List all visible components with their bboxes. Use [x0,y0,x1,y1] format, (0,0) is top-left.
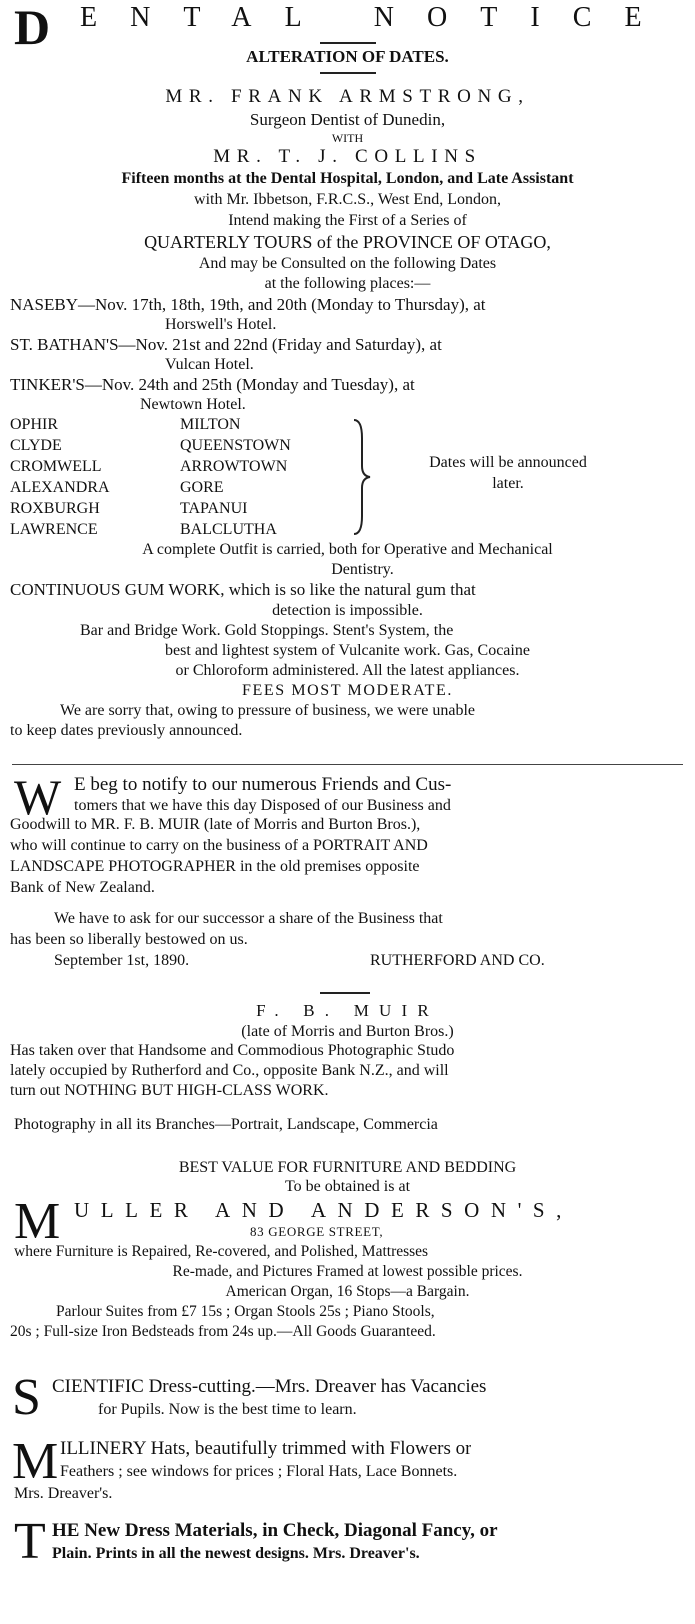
towns-note [378,452,638,494]
dreaver2-drop-letter: M [12,1433,59,1490]
dentist-name-1: MR. FRANK ARMSTRONG, [165,86,530,107]
rutherford-body [0,814,695,972]
rutherford-signoff [10,950,695,972]
rutherford-date: September 1st, 1890. [54,952,190,969]
dental-title [0,0,695,55]
date-line: NASEBY—Nov. 17th, 18th, 19th, and 20th (Monday to Thursday), at [10,295,486,314]
hotel-line: Newtown Hotel. [140,396,246,413]
rutherford-ask: has been so liberally bestowed on us. [10,931,248,948]
rutherford-line: LANDSCAPE PHOTOGRAPHER in the old premises opposite [10,858,420,875]
towns-note-line: Dates will be announced [429,454,587,471]
muir-line: turn out NOTHING BUT HIGH-CLASS WORK. [10,1082,329,1099]
date-line: TINKER'S—Nov. 24th and 25th (Monday and Tuesday), at [10,375,415,394]
towns-table [0,414,695,540]
town: MILTON [180,416,241,433]
dental-notice [0,0,695,740]
rutherford-drop-letter: W [14,769,62,825]
town: ARROWTOWN [180,458,288,475]
muller-line: American Organ, 16 Stops—a Bargain. [225,1283,470,1300]
town: BALCLUTHA [180,521,277,538]
bridge-line: best and lightest system of Vulcanite work. Gas, Cocaine [165,642,530,659]
town: CLYDE [10,437,62,454]
town: ROXBURGH [10,500,100,517]
dreaver3-line: Plain. Prints in all the newest designs. Mrs. Dreaver's. [52,1545,420,1562]
town: LAWRENCE [10,521,98,538]
outfit-line: Dentistry. [331,561,394,578]
dentist-role-1: Surgeon Dentist of Dunedin, [249,110,446,129]
muller-name-row [0,1193,695,1250]
muller-sub: To be obtained is at [284,1178,411,1195]
dreaver2-line: Mrs. Dreaver's. [14,1485,113,1502]
towns-note-line: later. [492,475,524,492]
intro-line: with Mr. Ibbetson, F.R.C.S., West End, London, [194,191,501,208]
dreaver2-line: ILLINERY Hats, beautifully trimmed with Flowers or [60,1438,472,1459]
rutherford-line: tomers that we have this day Disposed of our Business and [74,797,451,814]
rutherford-signature: RUTHERFORD AND CO. [370,952,545,969]
rutherford-ask: We have to ask for our successor a share of the Business that [54,910,443,927]
dreaver-dress-cutting [0,1369,695,1426]
rutherford-line: who will continue to carry on the business of a PORTRAIT AND [10,837,428,854]
towns-column-1 [10,414,110,540]
rutherford-line: Bank of New Zealand. [10,879,155,896]
outfit-line: A complete Outfit is carried, both for Operative and Mechanical [142,541,553,558]
muller-drop-letter: M [14,1193,61,1250]
muller-notice [0,1158,695,1342]
dreaver1-drop-letter: S [12,1369,41,1426]
dreaver2-line: Feathers ; see windows for prices ; Floral Hats, Lace Bonnets. [60,1463,458,1480]
muir-body [0,1041,695,1101]
dreaver1-line: for Pupils. Now is the best time to learn. [98,1401,357,1418]
rutherford-line: Goodwill to MR. F. B. MUIR (late of Morris and Burton Bros.), [10,816,421,833]
town: QUEENSTOWN [180,437,291,454]
muller-line: Re-made, and Pictures Framed at lowest possible prices. [172,1263,523,1280]
gum-line: detection is impossible. [272,602,423,619]
muir-line: lately occupied by Rutherford and Co., opposite Bank N.Z., and will [10,1062,449,1079]
town: GORE [180,479,224,496]
intro-line: QUARTERLY TOURS of the PROVINCE OF OTAGO, [144,232,551,252]
rule [320,992,370,994]
dental-drop-letter: D [14,0,51,55]
date-line: ST. BATHAN'S—Nov. 21st and 22nd (Friday and Saturday), at [10,335,442,354]
rutherford-notice [0,770,695,972]
muller-line: 20s ; Full-size Iron Bedsteads from 24s up.—All Goods Guaranteed. [10,1323,436,1340]
bridge-line: Bar and Bridge Work. Gold Stoppings. Stent's System, the [80,622,454,639]
rutherford-line: E beg to notify to our numerous Friends and Cus- [74,774,452,795]
towns-column-2 [180,414,291,540]
intro-line: And may be Consulted on the following Dates [198,255,497,272]
muir-line: Has taken over that Handsome and Commodious Photographic Studo [10,1042,455,1059]
dreaver1-line: CIENTIFIC Dress-cutting.—Mrs. Dreaver has Vacancies [52,1376,487,1397]
muller-body [0,1242,695,1342]
muller-name: ULLER AND ANDERSON'S, [74,1198,573,1222]
sorry-line: We are sorry that, owing to pressure of business, we were unable [60,702,476,719]
hotel-line: Vulcan Hotel. [165,356,254,373]
town: CROMWELL [10,458,102,475]
tour-dates [0,294,695,414]
dreaver-dress-materials [0,1513,695,1576]
bridge-line: or Chloroform administered. All the latest appliances. [175,662,520,679]
hotel-line: Horswell's Hotel. [165,316,277,333]
intro-line: Intend making the First of a Series of [228,212,467,229]
intro-line: Fifteen months at the Dental Hospital, London, and Late Assistant [121,170,574,187]
with-label: WITH [331,131,364,145]
town: OPHIR [10,416,59,433]
dentist-name-2: MR. T. J. COLLINS [213,146,482,167]
sorry-line: to keep dates previously announced. [10,722,243,739]
muir-notice [0,1000,695,1135]
dental-title-rest: ENTAL NOTICE [80,2,675,33]
muller-headline: BEST VALUE FOR FURNITURE AND BEDDING [178,1159,517,1176]
divider [12,764,683,765]
rule [320,72,376,74]
dreaver3-line: HE New Dress Materials, in Check, Diagonal Fancy, or [52,1520,498,1541]
town: ALEXANDRA [10,479,110,496]
gum-line: CONTINUOUS GUM WORK, which is so like the natural gum that [10,580,476,599]
town: TAPANUI [180,500,248,517]
dreaver3-drop-letter: T [14,1513,46,1570]
muir-branches: Photography in all its Branches—Portrait, Landscape, Commercia [14,1116,438,1133]
muir-late: (late of Morris and Burton Bros.) [241,1023,454,1040]
muir-name: F. B. MUIR [256,1001,439,1020]
muller-line: where Furniture is Repaired, Re-covered, and Polished, Mattresses [14,1243,429,1260]
dental-subtitle: ALTERATION OF DATES. [246,47,449,66]
dreaver-millinery [0,1433,695,1506]
intro-line: at the following places:— [264,275,431,292]
fees-line: FEES MOST MODERATE. [241,682,454,699]
muller-street: 83 GEORGE STREET, [250,1224,384,1239]
muller-line: Parlour Suites from £7 15s ; Organ Stools 25s ; Piano Stools, [56,1303,435,1320]
brace-icon [350,418,372,536]
